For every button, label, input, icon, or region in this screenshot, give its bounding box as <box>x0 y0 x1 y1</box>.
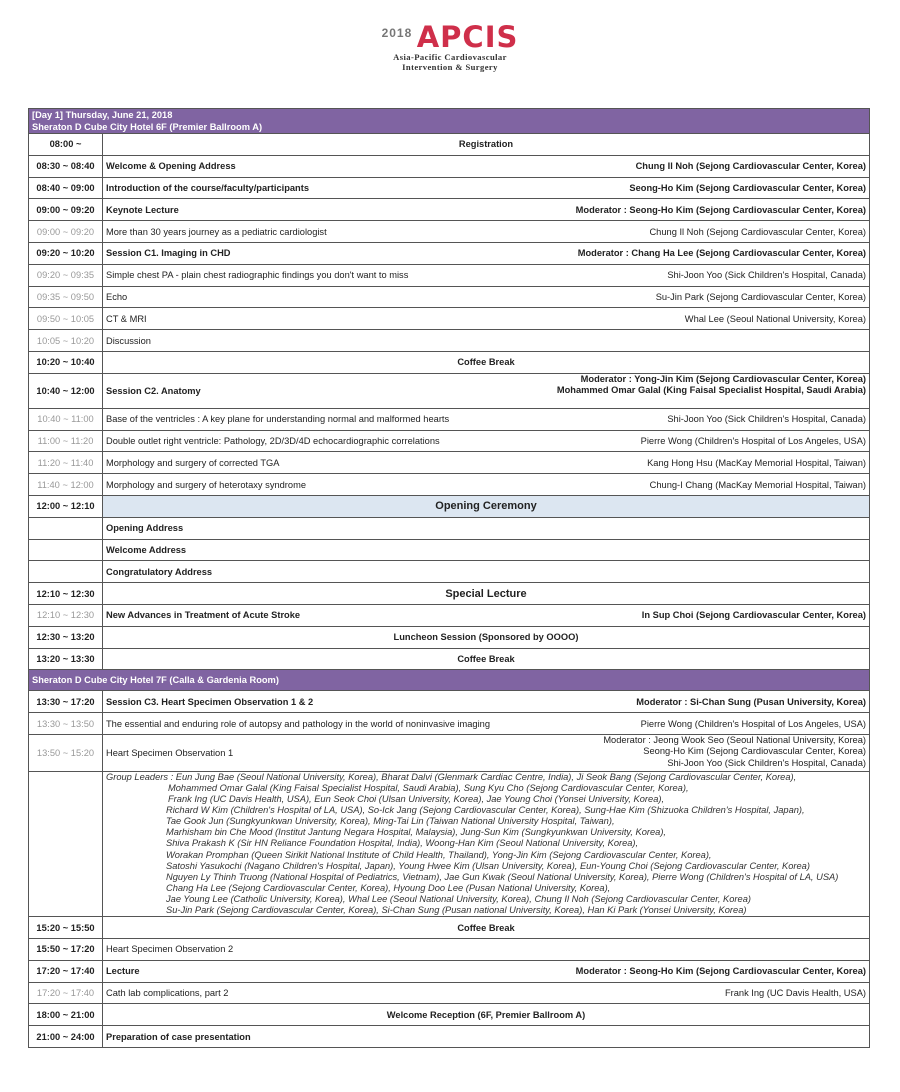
day-header <box>29 109 870 134</box>
ceremony-title: Opening Ceremony <box>103 495 870 517</box>
ceremony-item: Congratulatory Address <box>103 561 870 583</box>
schedule-row <box>29 648 870 670</box>
session-label: New Advances in Treatment of Acute Stroke <box>106 610 301 621</box>
time-cell: 08:40 ~ 09:00 <box>29 177 103 199</box>
session-title: Welcome Reception (6F, Premier Ballroom A) <box>103 1004 870 1026</box>
venue-header: Sheraton D Cube City Hotel 7F (Calla & Gardenia Room) <box>29 670 870 691</box>
speaker: Moderator : Jeong Wook Seo (Seoul National University, Korea) <box>603 734 866 745</box>
time-cell: 13:20 ~ 13:30 <box>29 648 103 670</box>
apcis-logo <box>0 22 900 72</box>
session-label: Heart Specimen Observation 1 <box>106 747 234 758</box>
session-label: Session C2. Anatomy <box>106 385 201 396</box>
session-label: Echo <box>106 291 128 302</box>
venue-header-row <box>29 670 870 691</box>
time-cell: 10:40 ~ 12:00 <box>29 373 103 408</box>
session-label: Heart Specimen Observation 2 <box>106 944 234 955</box>
speaker: Seong-Ho Kim (Sejong Cardiovascular Center, Korea) <box>629 182 866 193</box>
session-label: Morphology and surgery of heterotaxy syndrome <box>106 479 306 490</box>
time-cell-empty <box>29 771 103 916</box>
time-cell: 08:30 ~ 08:40 <box>29 155 103 177</box>
session-cell <box>103 242 870 264</box>
schedule-row <box>29 583 870 605</box>
session-cell <box>103 474 870 496</box>
ceremony-row <box>29 495 870 517</box>
session-cell <box>103 982 870 1004</box>
speaker: Whal Lee (Seoul National University, Korea) <box>684 313 866 324</box>
session-cell <box>103 1026 870 1048</box>
speaker: Frank Ing (UC Davis Health, USA) <box>724 987 866 998</box>
time-cell: 13:30 ~ 17:20 <box>29 691 103 713</box>
schedule-row <box>29 604 870 626</box>
schedule-row <box>29 982 870 1004</box>
time-cell: 13:50 ~ 15:20 <box>29 734 103 771</box>
logo-year: 2018 <box>381 26 413 40</box>
speaker: Seong-Ho Kim (Sejong Cardiovascular Center, Korea) <box>643 746 866 757</box>
session-title: Coffee Break <box>103 351 870 373</box>
session-label: Lecture <box>106 966 140 977</box>
session-cell <box>103 221 870 243</box>
schedule-row <box>29 286 870 308</box>
speaker: Chung Il Noh (Sejong Cardiovascular Center, Korea) <box>649 226 866 237</box>
schedule-row <box>29 408 870 430</box>
speaker: Moderator : Seong-Ho Kim (Sejong Cardiovascular Center, Korea) <box>575 966 866 977</box>
group-leaders-line: Su-Jin Park (Sejong Cardiovascular Center, Korea), Si-Chan Sung (Pusan national University, Korea), Han Ki Park (Yonsei University, Korea) <box>166 905 747 916</box>
speaker: Mohammed Omar Galal (King Faisal Specialist Hospital, Saudi Arabia) <box>556 385 866 396</box>
group-leaders-row <box>29 771 870 916</box>
group-leaders <box>103 771 870 916</box>
schedule-row <box>29 713 870 735</box>
speaker: Shi-Joon Yoo (Sick Children's Hospital, Canada) <box>667 270 866 281</box>
session-cell <box>103 264 870 286</box>
time-cell: 13:30 ~ 13:50 <box>29 713 103 735</box>
schedule-row <box>29 221 870 243</box>
group-leaders-line: Mohammed Omar Galal (King Faisal Specialist Hospital, Saudi Arabia), Sung Kyu Cho (Sejong Cardiovascular Center, Korea), <box>168 783 689 794</box>
schedule-row <box>29 264 870 286</box>
schedule-row <box>29 155 870 177</box>
ceremony-item: Opening Address <box>103 517 870 539</box>
schedule-row-multi <box>29 373 870 408</box>
session-cell <box>103 604 870 626</box>
session-label: Simple chest PA - plain chest radiographic findings you don't want to miss <box>106 270 409 281</box>
group-leaders-line: Tae Gook Jun (Sungkyunkwan University, Korea), Ming-Tai Lin (Taiwan National University Hospital, Taiwan), <box>166 816 615 827</box>
speaker: Moderator : Chang Ha Lee (Sejong Cardiovascular Center, Korea) <box>577 248 866 259</box>
ceremony-item: Welcome Address <box>103 539 870 561</box>
speaker: Moderator : Seong-Ho Kim (Sejong Cardiovascular Center, Korea) <box>575 204 866 215</box>
ceremony-item-row <box>29 517 870 539</box>
time-cell: 17:20 ~ 17:40 <box>29 960 103 982</box>
schedule-row <box>29 308 870 330</box>
day-header-date: [Day 1] Thursday, June 21, 2018 <box>32 110 173 120</box>
schedule-row <box>29 1004 870 1026</box>
time-cell: 11:00 ~ 11:20 <box>29 430 103 452</box>
session-cell <box>103 199 870 221</box>
ceremony-item-row <box>29 561 870 583</box>
speaker: Pierre Wong (Children's Hospital of Los Angeles, USA) <box>640 435 866 446</box>
session-cell <box>103 286 870 308</box>
schedule-table <box>28 108 870 1048</box>
logo-line1: Asia-Pacific Cardiovascular <box>393 52 507 62</box>
day-header-venue: Sheraton D Cube City Hotel 6F (Premier Ballroom A) <box>32 122 263 132</box>
session-cell <box>103 373 870 408</box>
session-label: The essential and enduring role of autopsy and pathology in the world of noninvasive imaging <box>106 718 491 729</box>
session-cell <box>103 960 870 982</box>
group-leaders-line: Nguyen Ly Thinh Truong (National Hospital of Pediatrics, Vietnam), Jae Gun Kwak (Seoul National University, Korea), Pierre Wong (Children's Hospital of LA, USA) <box>166 871 839 882</box>
schedule-row <box>29 626 870 648</box>
session-label: Welcome & Opening Address <box>106 161 236 172</box>
time-cell: 09:20 ~ 09:35 <box>29 264 103 286</box>
session-cell <box>103 408 870 430</box>
session-cell <box>103 938 870 960</box>
time-cell: 09:20 ~ 10:20 <box>29 242 103 264</box>
session-label: Base of the ventricles : A key plane for understanding normal and malformed hearts <box>106 414 450 425</box>
session-title: Coffee Break <box>103 917 870 939</box>
session-cell <box>103 430 870 452</box>
group-leaders-line: Richard W Kim (Children's Hospital of LA, USA), So-Ick Jang (Sejong Cardiovascular Center, Korea), Sung-Hae Kim (Shizuoka Children's Hospital, Japan), <box>166 805 805 816</box>
speaker: In Sup Choi (Sejong Cardiovascular Center, Korea) <box>641 610 866 621</box>
time-cell: 17:20 ~ 17:40 <box>29 982 103 1004</box>
time-cell: 09:00 ~ 09:20 <box>29 221 103 243</box>
speaker: Moderator : Si-Chan Sung (Pusan University, Korea) <box>636 696 866 707</box>
time-cell-empty <box>29 517 103 539</box>
speaker-list <box>603 735 866 770</box>
session-cell <box>103 308 870 330</box>
session-label: Session C1. Imaging in CHD <box>106 248 231 259</box>
schedule-row <box>29 330 870 352</box>
schedule-row <box>29 938 870 960</box>
speaker: Su-Jin Park (Sejong Cardiovascular Center, Korea) <box>655 291 866 302</box>
speaker: Kang Hong Hsu (MacKay Memorial Hospital, Taiwan) <box>647 457 866 468</box>
schedule-row <box>29 917 870 939</box>
group-leaders-line: Chang Ha Lee (Sejong Cardiovascular Center, Korea), Hyoung Doo Lee (Pusan National University, Korea), <box>166 882 611 893</box>
time-cell: 15:50 ~ 17:20 <box>29 938 103 960</box>
session-cell <box>103 155 870 177</box>
time-cell: 21:00 ~ 24:00 <box>29 1026 103 1048</box>
session-cell <box>103 330 870 352</box>
speaker: Chung-I Chang (MacKay Memorial Hospital, Taiwan) <box>649 479 866 490</box>
schedule-row-multi <box>29 734 870 771</box>
ceremony-item-row <box>29 539 870 561</box>
time-cell: 09:35 ~ 09:50 <box>29 286 103 308</box>
schedule-row <box>29 452 870 474</box>
schedule-row <box>29 960 870 982</box>
session-label: Session C3. Heart Specimen Observation 1 & 2 <box>106 696 314 707</box>
time-cell: 12:10 ~ 12:30 <box>29 583 103 605</box>
group-leaders-line: Group Leaders : Eun Jung Bae (Seoul National University, Korea), Bharat Dalvi (Glenmark Cardiac Centre, India), Ji Seok Bang (Sejong Cardiovascular Center, Korea), <box>106 771 797 782</box>
session-label: CT & MRI <box>106 313 147 324</box>
session-cell <box>103 452 870 474</box>
schedule-row <box>29 242 870 264</box>
session-label: Morphology and surgery of corrected TGA <box>106 457 280 468</box>
session-label: Double outlet right ventricle: Pathology, 2D/3D/4D echocardiographic correlations <box>106 435 440 446</box>
group-leaders-line: Marhisham bin Che Mood (Institut Jantung Negara Hospital, Malaysia), Jung-Sun Kim (Sungkyunkwan University, Korea), <box>166 827 667 838</box>
time-cell: 10:20 ~ 10:40 <box>29 351 103 373</box>
session-label: Introduction of the course/faculty/participants <box>106 182 310 193</box>
time-cell: 12:10 ~ 12:30 <box>29 604 103 626</box>
session-cell <box>103 734 870 771</box>
time-cell: 15:20 ~ 15:50 <box>29 917 103 939</box>
logo-line2: Intervention & Surgery <box>402 62 498 72</box>
time-cell-empty <box>29 539 103 561</box>
session-cell <box>103 177 870 199</box>
time-cell: 12:00 ~ 12:10 <box>29 495 103 517</box>
time-cell: 10:40 ~ 11:00 <box>29 408 103 430</box>
time-cell: 09:00 ~ 09:20 <box>29 199 103 221</box>
session-cell <box>103 691 870 713</box>
speaker: Chung Il Noh (Sejong Cardiovascular Center, Korea) <box>635 161 866 172</box>
session-label: Keynote Lecture <box>106 204 179 215</box>
logo-name: APCIS <box>416 20 519 54</box>
schedule-row <box>29 177 870 199</box>
schedule-row <box>29 134 870 156</box>
session-title: Coffee Break <box>103 648 870 670</box>
session-title: Luncheon Session (Sponsored by OOOO) <box>103 626 870 648</box>
time-cell: 10:05 ~ 10:20 <box>29 330 103 352</box>
session-label: Discussion <box>106 335 151 346</box>
session-title: Special Lecture <box>103 583 870 605</box>
time-cell: 18:00 ~ 21:00 <box>29 1004 103 1026</box>
session-label: Cath lab complications, part 2 <box>106 987 229 998</box>
group-leaders-line: Worakan Promphan (Queen Sirikit National Institute of Child Health, Thailand), Yong-Jin Kim (Sejong Cardiovascular Center, Korea), <box>166 849 712 860</box>
group-leaders-line: Jae Young Lee (Catholic University, Korea), Whal Lee (Seoul National University, Korea), Chung Il Noh (Sejong Cardiovascular Center, Korea) <box>166 893 751 904</box>
schedule-row <box>29 1026 870 1048</box>
session-title: Registration <box>103 134 870 156</box>
schedule-row <box>29 430 870 452</box>
group-leaders-line: Frank Ing (UC Davis Health, USA), Eun Seok Choi (Ulsan University, Korea), Jae Young Choi (Yonsei University, Korea), <box>168 794 665 805</box>
speaker: Shi-Joon Yoo (Sick Children's Hospital, Canada) <box>667 757 866 768</box>
time-cell: 09:50 ~ 10:05 <box>29 308 103 330</box>
speaker-list <box>557 374 866 397</box>
time-cell: 08:00 ~ <box>29 134 103 156</box>
schedule-row <box>29 199 870 221</box>
time-cell-empty <box>29 561 103 583</box>
schedule-row <box>29 474 870 496</box>
day-header-row <box>29 109 870 134</box>
speaker: Pierre Wong (Children's Hospital of Los Angeles, USA) <box>640 718 866 729</box>
schedule-row <box>29 691 870 713</box>
group-leaders-line: Shiva Prakash K (Sir HN Reliance Foundation Hospital, India), Woong-Han Kim (Seoul National University, Korea), <box>166 838 639 849</box>
session-label: Preparation of case presentation <box>106 1031 251 1042</box>
group-leaders-line: Satoshi Yasukochi (Nagano Children's Hospital, Japan), Young Hwee Kim (Ulsan University, Korea), Eun-Young Choi (Sejong Cardiovascular Center, Korea) <box>166 860 810 871</box>
speaker: Moderator : Yong-Jin Kim (Sejong Cardiovascular Center, Korea) <box>580 373 866 384</box>
time-cell: 11:40 ~ 12:00 <box>29 474 103 496</box>
session-cell <box>103 713 870 735</box>
session-label: More than 30 years journey as a pediatric cardiologist <box>106 226 327 237</box>
time-cell: 12:30 ~ 13:20 <box>29 626 103 648</box>
schedule-row <box>29 351 870 373</box>
schedule-body <box>29 109 870 1048</box>
speaker: Shi-Joon Yoo (Sick Children's Hospital, Canada) <box>667 414 866 425</box>
time-cell: 11:20 ~ 11:40 <box>29 452 103 474</box>
